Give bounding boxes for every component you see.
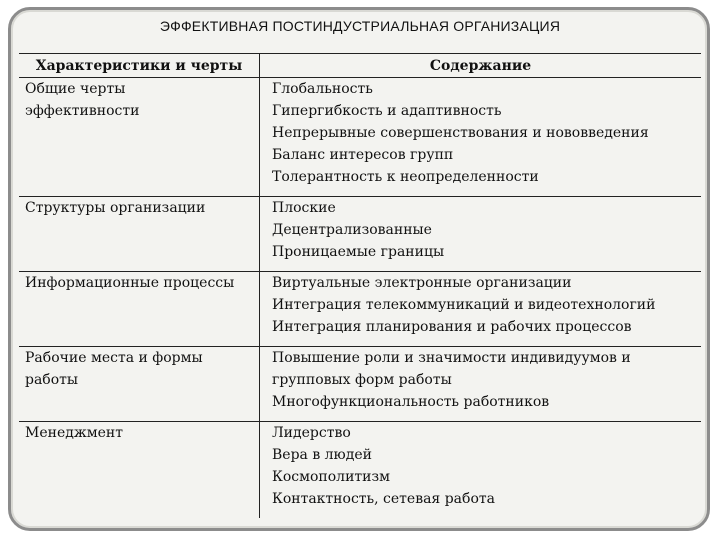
content-cell <box>260 347 702 422</box>
characteristic-name: Рабочие места и формы работы <box>25 350 203 388</box>
characteristic-cell <box>19 197 260 272</box>
characteristic-cell <box>19 272 260 347</box>
table-row <box>19 347 701 422</box>
content-cell <box>260 272 702 347</box>
table-header-row <box>19 54 701 78</box>
content-item: Многофункциональность работников <box>272 394 550 410</box>
content-item: Непрерывные совершенствования и нововведения <box>272 125 649 141</box>
content-item: Интеграция телекоммуникаций и видеотехнологий <box>272 297 656 313</box>
characteristic-name: Информационные процессы <box>25 275 235 291</box>
content-item: Виртуальные электронные организации <box>272 275 572 291</box>
content-item: Баланс интересов групп <box>272 147 454 163</box>
table-row <box>19 272 701 347</box>
characteristic-name: Структуры организации <box>25 200 206 216</box>
header-content: Содержание <box>260 54 702 78</box>
content-cell <box>260 422 702 519</box>
content-item: групповых форм работы <box>272 372 452 388</box>
content-item: Плоские <box>272 200 336 216</box>
content-item: Гипергибкость и адаптивность <box>272 103 502 119</box>
table-body <box>19 78 701 519</box>
content-item: Глобальность <box>272 81 373 97</box>
table-row <box>19 78 701 197</box>
content-item: Лидерство <box>272 425 351 441</box>
content-item: Толерантность к неопределенности <box>272 169 539 185</box>
content-item: Повышение роли и значимости индивидуумов и <box>272 350 631 366</box>
table-row <box>19 197 701 272</box>
content-item: Контактность, сетевая работа <box>272 491 495 507</box>
content-item: Децентрализованные <box>272 222 432 238</box>
characteristic-cell <box>19 78 260 197</box>
content-cell <box>260 78 702 197</box>
characteristic-name: Менеджмент <box>25 425 123 441</box>
content-item: Космополитизм <box>272 469 391 485</box>
page-title: ЭФФЕКТИВНАЯ ПОСТИНДУСТРИАЛЬНАЯ ОРГАНИЗАЦИЯ <box>159 18 561 34</box>
table-row <box>19 422 701 519</box>
content-item: Интеграция планирования и рабочих процессов <box>272 319 632 335</box>
content-cell <box>260 197 702 272</box>
header-characteristics: Характеристики и черты <box>19 54 260 78</box>
characteristic-name: Общие черты эффективности <box>25 81 140 119</box>
content-item: Проницаемые границы <box>272 244 445 260</box>
characteristic-cell <box>19 347 260 422</box>
organization-table <box>19 53 701 518</box>
content-item: Вера в людей <box>272 447 372 463</box>
characteristic-cell <box>19 422 260 519</box>
